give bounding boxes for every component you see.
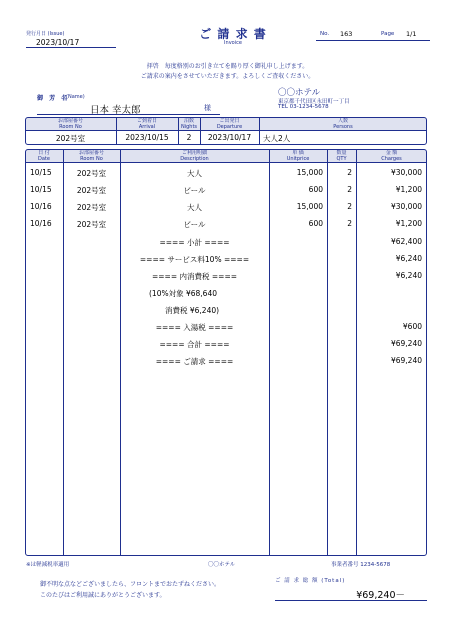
stay-header-nights: 泊数 Nights: [180, 118, 198, 130]
reduced-tax-note: ※は軽減税率適用: [26, 562, 70, 568]
billing-label: ==== ご請求 ====: [155, 357, 234, 366]
guest-name-label: 御 芳 名: [37, 95, 70, 102]
grand-total-amount: ¥69,240－: [356, 590, 405, 601]
page-label: Page: [381, 31, 395, 37]
footer-hotel-name: 〇〇ホテル: [208, 562, 236, 568]
stay-arrival: 2023/10/15: [125, 133, 169, 142]
included-tax-amount: ¥6,240: [395, 271, 422, 280]
row-date: 10/15: [30, 185, 52, 194]
bath-tax-amount: ¥600: [402, 322, 422, 331]
table-header-room: お部屋番号 Room No: [78, 150, 104, 162]
service-charge-amount: ¥6,240: [395, 254, 422, 263]
stay-room: 202号室: [55, 134, 86, 143]
invoice-title: ご 請 求 書: [199, 27, 267, 41]
guest-honorific: 様: [204, 104, 211, 112]
stay-header-departure: ご出発日 Departure: [216, 118, 243, 130]
row-description: 大人: [187, 203, 202, 212]
row-room: 202号室: [76, 203, 107, 212]
included-tax-label: ==== 内消費税 ====: [151, 272, 238, 281]
invoice-subtitle: Invoice: [224, 40, 242, 46]
greeting-line-1: 拝啓 毎度格別のお引き立てを賜り厚く御礼申し上げます。: [146, 63, 309, 70]
issue-date-underline: [26, 47, 116, 48]
hotel-address: 東京都千代田区永田町一丁目: [278, 99, 350, 105]
invoice-number: 163: [340, 30, 353, 38]
row-charge: ¥30,000: [390, 168, 422, 177]
greeting-line-2: ご請求の案内をさせていただきます。よろしくご査収ください。: [140, 73, 315, 80]
row-qty: 2: [347, 168, 352, 177]
row-date: 10/16: [30, 202, 52, 211]
tax-base-note: (10%対象 ¥68,640: [149, 289, 217, 298]
stay-header-persons: 人数 Persons: [333, 118, 353, 130]
total-label: ==== 合計 ====: [159, 340, 230, 349]
row-room: 202号室: [76, 220, 107, 229]
row-room: 202号室: [76, 186, 107, 195]
row-date: 10/16: [30, 219, 52, 228]
page-number: 1/1: [406, 30, 417, 38]
bath-tax-label: ==== 入湯税 ====: [155, 323, 234, 332]
row-room: 202号室: [76, 169, 107, 178]
hotel-phone: TEL 03-1234-5678: [278, 104, 329, 110]
service-charge-label: ==== サービス料10% ====: [139, 255, 250, 264]
tax-amount-note: 消費税 ¥6,240): [165, 306, 220, 315]
row-qty: 2: [347, 185, 352, 194]
table-header-date: 日 付 Date: [38, 150, 50, 162]
table-header-unitprice: 単 価 Unitprice: [286, 150, 310, 162]
billing-amount: ¥69,240: [390, 356, 422, 365]
subtotal-amount: ¥62,400: [390, 237, 422, 246]
row-unitprice: 15,000: [296, 168, 323, 177]
grand-total-underline: [275, 600, 427, 601]
issue-date: 2023/10/17: [36, 38, 80, 47]
row-description: ビール: [183, 186, 206, 195]
guest-name: 日本 幸太郎: [90, 105, 141, 116]
subtotal-label: ==== 小計 ====: [159, 238, 230, 247]
stay-departure: 2023/10/17: [207, 133, 252, 142]
table-header-charges: 金 額 Charges: [381, 150, 402, 162]
guest-name-label-en: (Name): [66, 94, 85, 100]
row-charge: ¥1,200: [395, 219, 422, 228]
row-description: ビール: [183, 220, 206, 229]
row-description: 大人: [187, 169, 202, 178]
row-charge: ¥30,000: [390, 202, 422, 211]
stay-nights: 2: [186, 133, 192, 142]
thanks-note: このたびはご利用誠にありがとうございます。: [40, 592, 166, 599]
row-unitprice: 600: [308, 185, 323, 194]
total-amount: ¥69,240: [390, 339, 422, 348]
invoice-number-underline: [316, 40, 430, 41]
row-qty: 2: [347, 219, 352, 228]
stay-persons: 大人2人: [263, 134, 291, 143]
grand-total-label: ご 請 求 総 額 (Total): [275, 578, 346, 584]
row-charge: ¥1,200: [395, 185, 422, 194]
table-header-description: ご利用明細 Description: [180, 150, 209, 162]
issue-date-label: 発行月日 (Issue): [26, 31, 65, 37]
row-unitprice: 600: [308, 219, 323, 228]
stay-header-room: お部屋番号 Room No: [57, 118, 83, 130]
business-registration-number: 事業者番号 1234-5678: [331, 562, 391, 568]
stay-header-arrival: ご到着日 Arrival: [136, 118, 157, 130]
row-qty: 2: [347, 202, 352, 211]
guest-name-underline: [37, 114, 220, 115]
inquiry-note: 御不明な点などございましたら、フロントまでおたずねください。: [40, 581, 221, 588]
row-unitprice: 15,000: [296, 202, 323, 211]
invoice-number-label: No.: [320, 31, 330, 37]
hotel-name: 〇〇ホテル: [278, 88, 321, 98]
row-date: 10/15: [30, 168, 52, 177]
table-header-qty: 数量 QTY: [336, 150, 347, 162]
